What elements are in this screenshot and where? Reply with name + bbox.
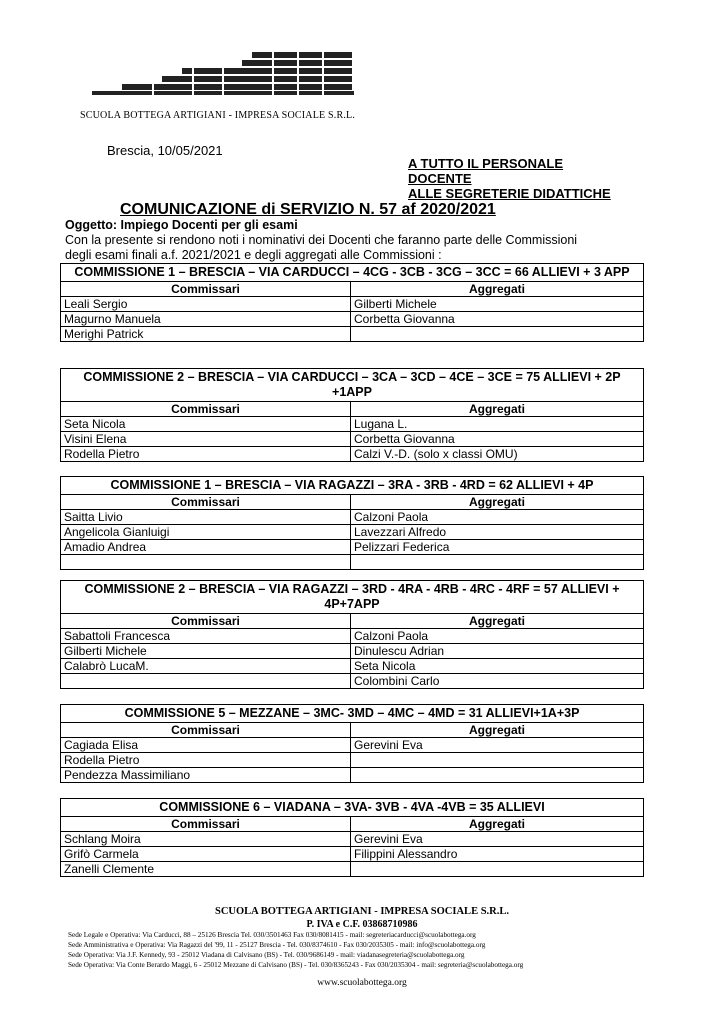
commissario-cell: Saitta Livio [61, 510, 351, 525]
table-row [61, 327, 644, 342]
commissario-cell: Pendezza Massimiliano [61, 768, 351, 783]
commissario-cell: Schlang Moira [61, 832, 351, 847]
footer-vat: P. IVA e C.F. 03868710986 [306, 919, 418, 930]
aggregato-cell: Colombini Carlo [351, 674, 644, 689]
aggregato-cell: Lugana L. [351, 417, 644, 432]
table-row [61, 768, 644, 783]
aggregato-cell: Dinulescu Adrian [351, 644, 644, 659]
column-aggregati: Aggregati [351, 402, 644, 417]
aggregato-cell: Pelizzari Federica [351, 540, 644, 555]
commission-table [60, 704, 644, 783]
recipient-line-1: A TUTTO IL PERSONALE [408, 156, 564, 171]
commissario-cell: Seta Nicola [61, 417, 351, 432]
aggregato-cell: Filippini Alessandro [351, 847, 644, 862]
commissario-cell: Angelicola Gianluigi [61, 525, 351, 540]
column-aggregati: Aggregati [351, 817, 644, 832]
commission-table [60, 798, 644, 877]
table-row [61, 297, 644, 312]
column-commissari: Commissari [61, 614, 351, 629]
table-row [61, 540, 644, 555]
commissario-cell: Magurno Manuela [61, 312, 351, 327]
aggregato-cell [351, 327, 644, 342]
aggregato-cell [351, 753, 644, 768]
aggregato-cell: Gerevini Eva [351, 738, 644, 753]
intro-line-1: Con la presente si rendono noti i nominativi dei Docenti che faranno parte delle Commissioni [65, 233, 578, 247]
commissario-cell: Grifò Carmela [61, 847, 351, 862]
commission-header: COMMISSIONE 2 – BRESCIA – VIA RAGAZZI – 3RD - 4RA - 4RB - 4RC - 4RF = 57 ALLIEVI + 4P+7APP [61, 581, 644, 614]
document-date: Brescia, 10/05/2021 [107, 143, 223, 158]
aggregato-cell: Seta Nicola [351, 659, 644, 674]
commissario-cell [61, 674, 351, 689]
brand-name: SCUOLA BOTTEGA ARTIGIANI - IMPRESA SOCIALE S.R.L. [80, 110, 356, 121]
column-aggregati: Aggregati [351, 495, 644, 510]
table-row [61, 862, 644, 877]
table-row [61, 753, 644, 768]
column-commissari: Commissari [61, 723, 351, 738]
document-subject: Oggetto: Impiego Docenti per gli esami [65, 218, 298, 232]
column-commissari: Commissari [61, 402, 351, 417]
table-row [61, 312, 644, 327]
commissario-cell: Calabrò LucaM. [61, 659, 351, 674]
commissario-cell: Merighi Patrick [61, 327, 351, 342]
commissario-cell: Zanelli Clemente [61, 862, 351, 877]
table-row [61, 417, 644, 432]
footer-address-line: Sede Operativa: Via J.F. Kennedy, 93 - 25012 Viadana di Calvisano (BS) - Tel. 030/9686149 - mail: viadanasegreteria@scuolabottega.org [68, 951, 465, 959]
aggregato-cell [351, 768, 644, 783]
commission-header: COMMISSIONE 2 – BRESCIA – VIA CARDUCCI – 3CA – 3CD – 4CE – 3CE = 75 ALLIEVI + 2P +1APP [61, 369, 644, 402]
commissario-cell: Leali Sergio [61, 297, 351, 312]
logo-pattern-icon [92, 52, 354, 96]
intro-line-2: degli esami finali a.f. 2021/2021 e degli aggregati alle Commissioni : [65, 248, 442, 262]
commissario-cell: Gilberti Michele [61, 644, 351, 659]
column-commissari: Commissari [61, 282, 351, 297]
aggregato-cell: Calzi V.-D. (solo x classi OMU) [351, 447, 644, 462]
column-commissari: Commissari [61, 495, 351, 510]
aggregato-cell: Corbetta Giovanna [351, 432, 644, 447]
footer-title: SCUOLA BOTTEGA ARTIGIANI - IMPRESA SOCIALE S.R.L. [215, 906, 509, 917]
document-title: COMUNICAZIONE di SERVIZIO N. 57 af 2020/2021 [120, 201, 496, 218]
table-row [61, 738, 644, 753]
aggregato-cell: Gilberti Michele [351, 297, 644, 312]
commission-table [60, 368, 644, 462]
aggregato-cell: Lavezzari Alfredo [351, 525, 644, 540]
commissario-cell [61, 555, 351, 570]
table-row [61, 629, 644, 644]
footer-website: www.scuolabottega.org [317, 978, 407, 988]
commission-table [60, 580, 644, 689]
aggregato-cell: Gerevini Eva [351, 832, 644, 847]
commission-header: COMMISSIONE 5 – MEZZANE – 3MC- 3MD – 4MC – 4MD = 31 ALLIEVI+1A+3P [61, 705, 644, 723]
column-commissari: Commissari [61, 817, 351, 832]
commissario-cell: Rodella Pietro [61, 447, 351, 462]
footer-address-line: Sede Amministrativa e Operativa: Via Ragazzi del '99, 11 - 25127 Brescia - Tel. 030/8374610 - Fax 030/2035305 - mail: info@scuolabottega.org [68, 941, 486, 949]
table-row [61, 525, 644, 540]
commissario-cell: Amadio Andrea [61, 540, 351, 555]
table-row [61, 447, 644, 462]
table-row [61, 847, 644, 862]
aggregato-cell [351, 862, 644, 877]
commission-header: COMMISSIONE 1 – BRESCIA – VIA CARDUCCI – 4CG - 3CB - 3CG – 3CC = 66 ALLIEVI + 3 APP [61, 264, 644, 282]
aggregato-cell [351, 555, 644, 570]
recipient-line-2: DOCENTE [408, 171, 472, 186]
commissario-cell: Rodella Pietro [61, 753, 351, 768]
aggregato-cell: Calzoni Paola [351, 629, 644, 644]
table-row [61, 510, 644, 525]
table-row [61, 832, 644, 847]
commission-table [60, 263, 644, 342]
table-row [61, 555, 644, 570]
aggregato-cell: Corbetta Giovanna [351, 312, 644, 327]
aggregato-cell: Calzoni Paola [351, 510, 644, 525]
footer-address-line: Sede Operativa: Via Conte Berardo Maggi, 6 - 25012 Mezzane di Calvisano (BS) - Tel. 030/8365243 - Fax 030/2035304 - mail: segreteria@scuolabottega.org [68, 961, 524, 969]
commissario-cell: Visini Elena [61, 432, 351, 447]
table-row [61, 659, 644, 674]
column-aggregati: Aggregati [351, 282, 644, 297]
column-aggregati: Aggregati [351, 614, 644, 629]
commissario-cell: Cagiada Elisa [61, 738, 351, 753]
commission-header: COMMISSIONE 6 – VIADANA – 3VA- 3VB - 4VA -4VB = 35 ALLIEVI [61, 799, 644, 817]
table-row [61, 674, 644, 689]
commission-header: COMMISSIONE 1 – BRESCIA – VIA RAGAZZI – 3RA - 3RB - 4RD = 62 ALLIEVI + 4P [61, 477, 644, 495]
recipient-line-3: ALLE SEGRETERIE DIDATTICHE [408, 186, 611, 201]
commissario-cell: Sabattoli Francesca [61, 629, 351, 644]
column-aggregati: Aggregati [351, 723, 644, 738]
table-row [61, 644, 644, 659]
footer-address-line: Sede Legale e Operativa: Via Carducci, 88 – 25126 Brescia Tel. 030/3501463 Fax 030/8081415 - mail: segreteriacarducci@scuolabottega.org [68, 931, 476, 939]
logo [92, 52, 362, 102]
table-row [61, 432, 644, 447]
commission-table [60, 476, 644, 570]
